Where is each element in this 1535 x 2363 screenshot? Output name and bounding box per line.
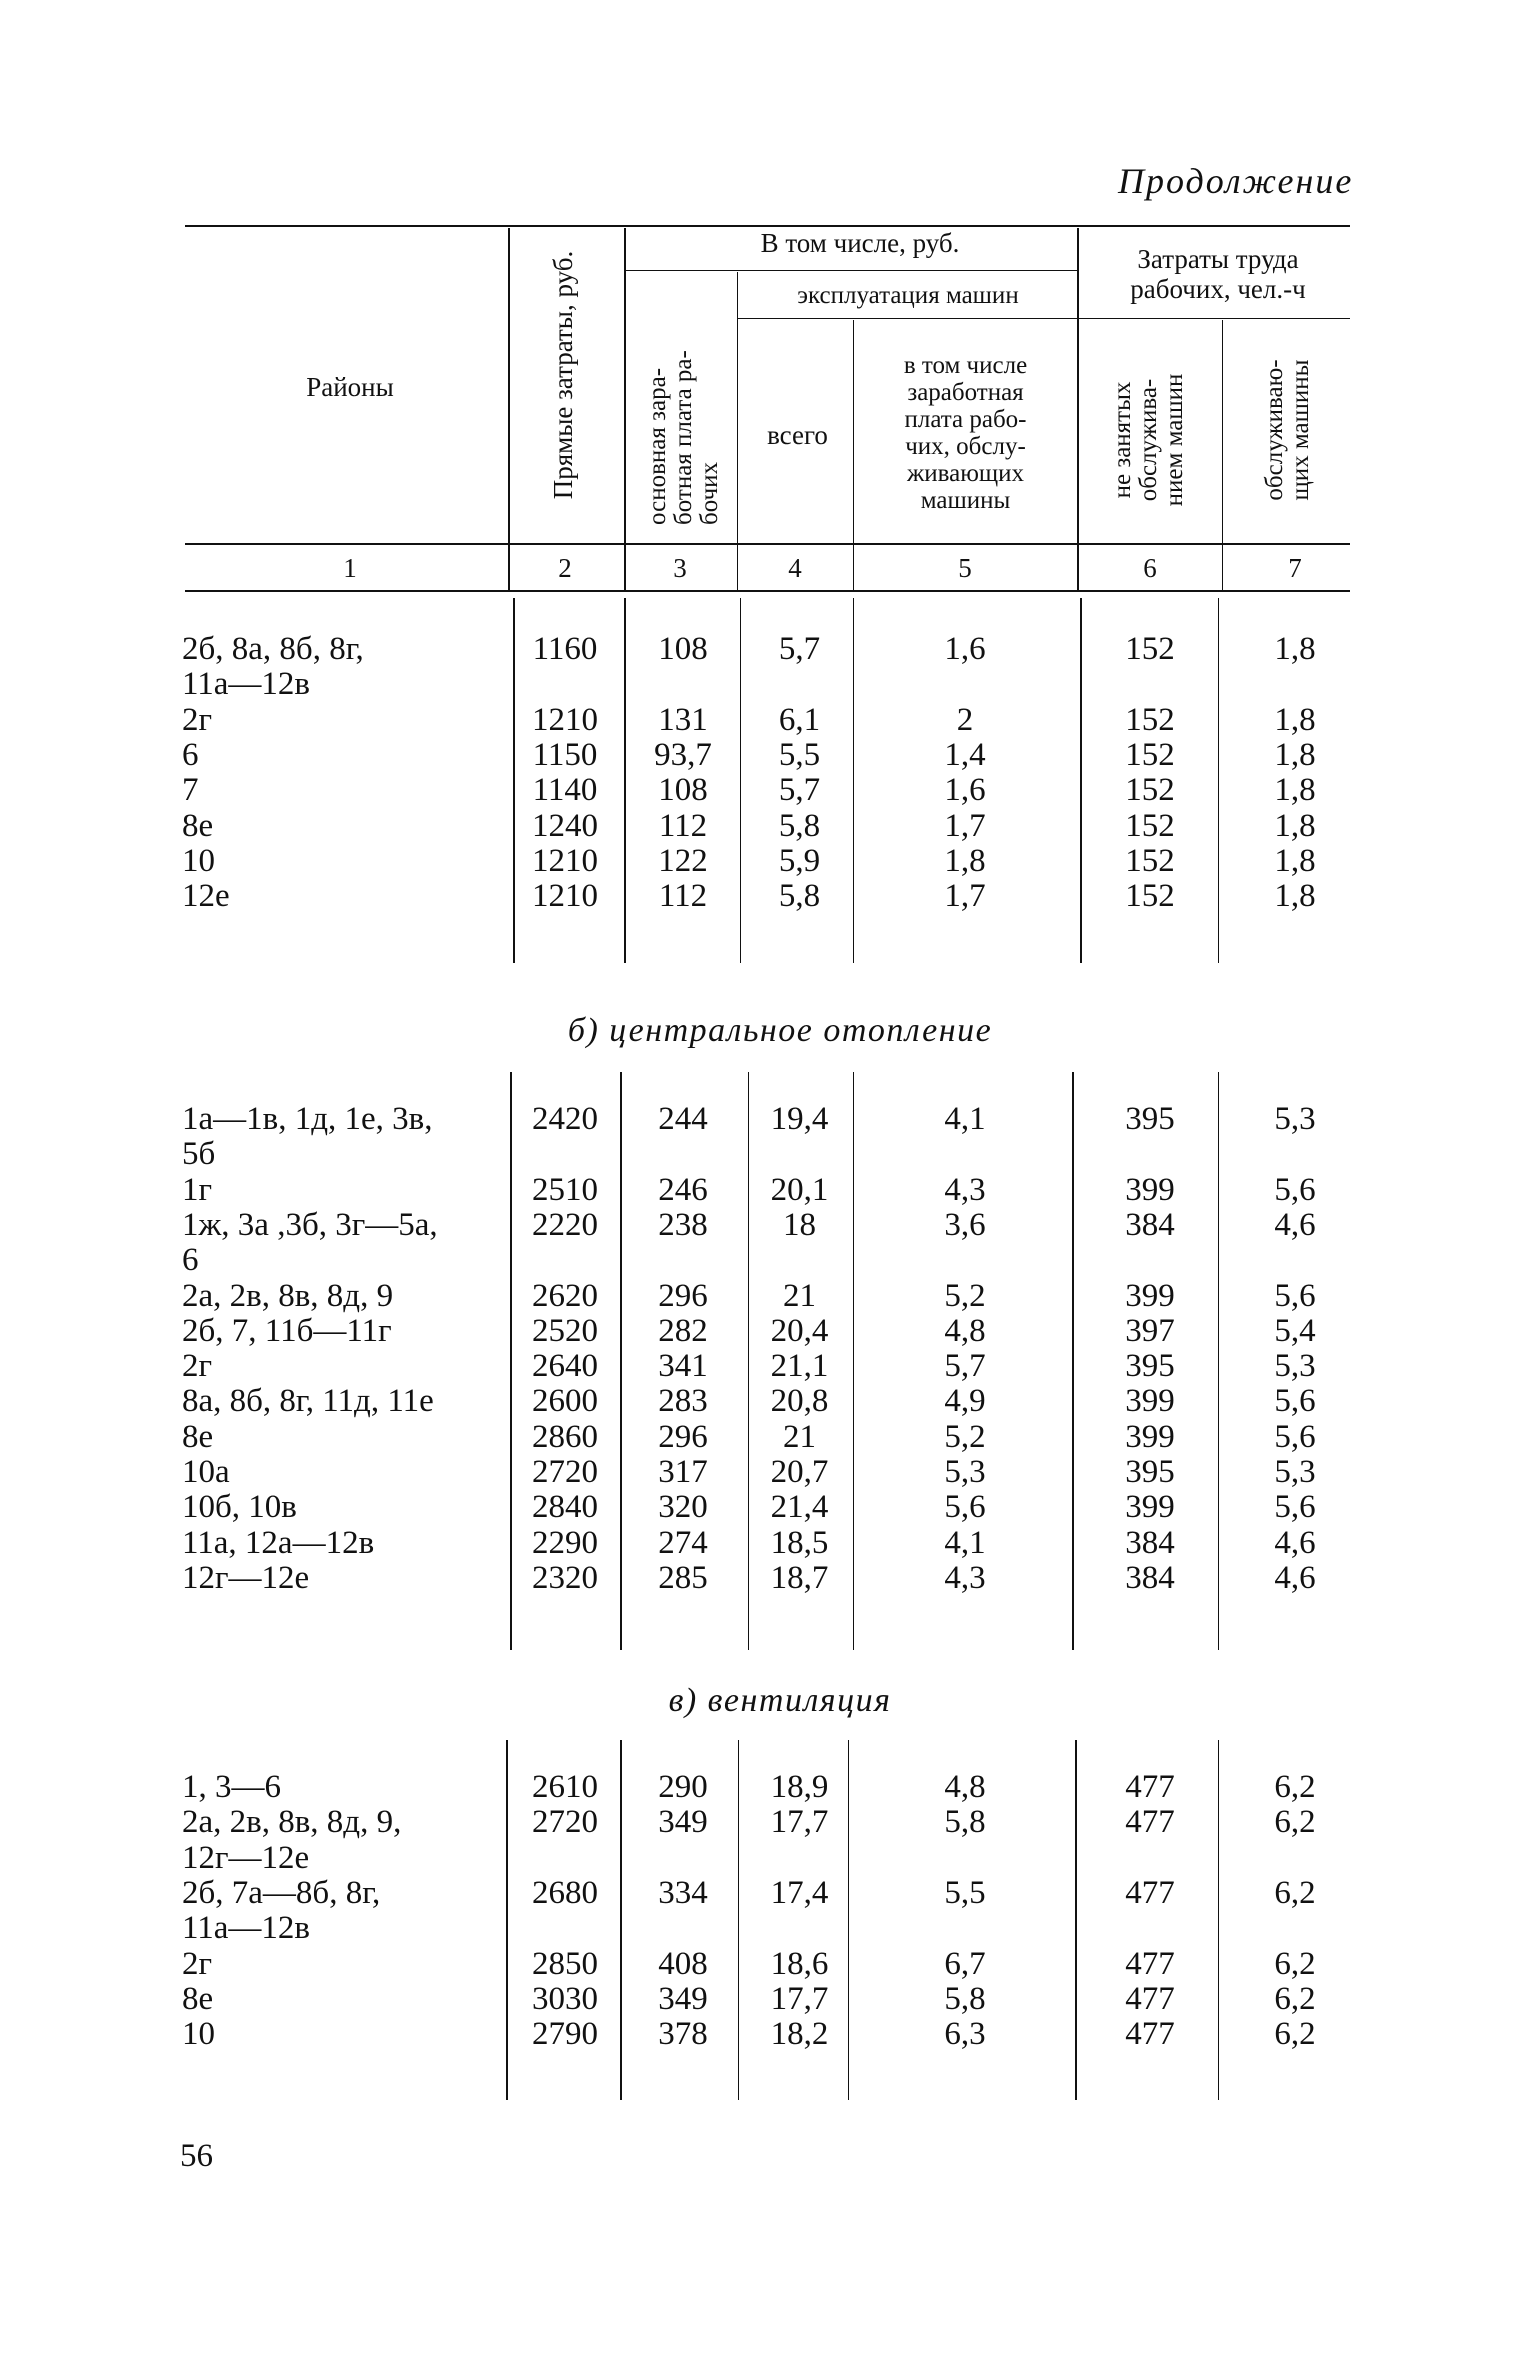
row-value-v5: 4,3 [944, 1172, 986, 1208]
section-title-ventilation: в) вентиляция [668, 1682, 892, 1719]
row-value-v3: 112 [658, 808, 708, 844]
row-value-v4: 17,4 [770, 1875, 829, 1911]
row-value-v5: 6,7 [944, 1946, 986, 1982]
row-value-v3: 283 [658, 1383, 708, 1419]
row-value-v3: 320 [658, 1489, 708, 1525]
header-vline-3 [737, 272, 738, 590]
row-district-name: 2а, 2в, 8в, 8д, 9, [182, 1804, 402, 1840]
row-value-v7: 5,3 [1274, 1454, 1316, 1490]
row-value-v3: 112 [658, 878, 708, 914]
row-value-v6: 152 [1125, 772, 1175, 808]
row-value-v6: 399 [1125, 1172, 1175, 1208]
row-value-v7: 1,8 [1274, 737, 1316, 773]
row-value-v3: 296 [658, 1278, 708, 1314]
header-vline-5 [1077, 228, 1079, 590]
sec-a-vline-4 [853, 598, 854, 963]
row-value-v3: 122 [658, 843, 708, 879]
row-value-v5: 4,8 [944, 1769, 986, 1805]
sec-b-vline-3 [748, 1072, 749, 1650]
row-district-name: 12г—12е [182, 1840, 310, 1876]
row-value-v6: 477 [1125, 1946, 1175, 1982]
row-value-v2: 1210 [532, 702, 598, 738]
col-number-7: 7 [1288, 553, 1302, 583]
row-district-name: 8е [182, 1419, 214, 1455]
section-title-central-heating: б) центральное отопление [567, 1012, 993, 1049]
row-value-v6: 477 [1125, 2016, 1175, 2052]
row-district-name: 11а, 12а—12в [182, 1525, 375, 1561]
row-value-v7: 5,6 [1274, 1419, 1316, 1455]
sec-a-vline-1 [513, 598, 515, 963]
row-value-v5: 5,2 [944, 1278, 986, 1314]
header-machine-operation: эксплуатация машин [797, 282, 1019, 309]
row-value-v4: 18,2 [770, 2016, 829, 2052]
row-value-v4: 18 [783, 1207, 816, 1243]
header-top-rule [185, 225, 1350, 227]
row-value-v3: 285 [658, 1560, 708, 1596]
row-value-v5: 5,6 [944, 1489, 986, 1525]
row-value-v4: 17,7 [770, 1804, 829, 1840]
header-labor-costs: Затраты труда рабочих, чел.-ч [1130, 244, 1306, 304]
row-value-v3: 246 [658, 1172, 708, 1208]
row-value-v6: 399 [1125, 1419, 1175, 1455]
row-value-v2: 2790 [532, 2016, 598, 2052]
row-value-v7: 1,8 [1274, 631, 1316, 667]
header-vline-1 [508, 228, 510, 590]
row-value-v7: 5,3 [1274, 1348, 1316, 1384]
row-value-v2: 2420 [532, 1101, 598, 1137]
row-district-name: 2г [182, 702, 213, 738]
row-district-name: 11а—12в [182, 1910, 311, 1946]
row-value-v5: 5,5 [944, 1875, 986, 1911]
col-number-4: 4 [788, 553, 802, 583]
row-value-v5: 4,1 [944, 1101, 986, 1137]
row-value-v5: 1,8 [944, 843, 986, 879]
sec-b-vline-5 [1072, 1072, 1074, 1650]
sec-c-vline-5 [1075, 1740, 1077, 2100]
row-value-v6: 152 [1125, 843, 1175, 879]
sec-b-vline-4 [853, 1072, 854, 1650]
row-value-v4: 21,4 [770, 1489, 829, 1525]
row-value-v3: 334 [658, 1875, 708, 1911]
header-vline-6 [1222, 320, 1223, 590]
row-value-v7: 4,6 [1274, 1560, 1316, 1596]
row-value-v3: 408 [658, 1946, 708, 1982]
row-value-v2: 1210 [532, 878, 598, 914]
row-value-v2: 2680 [532, 1875, 598, 1911]
row-value-v7: 5,6 [1274, 1489, 1316, 1525]
row-value-v5: 1,6 [944, 631, 986, 667]
sec-c-vline-2 [620, 1740, 622, 2100]
row-value-v3: 274 [658, 1525, 708, 1561]
row-value-v7: 6,2 [1274, 1804, 1316, 1840]
row-value-v6: 397 [1125, 1313, 1175, 1349]
row-value-v6: 384 [1125, 1525, 1175, 1561]
row-district-name: 12г—12е [182, 1560, 310, 1596]
row-value-v6: 399 [1125, 1383, 1175, 1419]
row-district-name: 2г [182, 1348, 213, 1384]
header-rule-including [624, 270, 1078, 271]
row-value-v7: 4,6 [1274, 1525, 1316, 1561]
row-value-v2: 2620 [532, 1278, 598, 1314]
header-bottom-rule [185, 543, 1350, 545]
row-value-v4: 18,9 [770, 1769, 829, 1805]
row-value-v4: 5,8 [778, 878, 821, 914]
row-value-v5: 1,7 [944, 878, 986, 914]
row-value-v6: 384 [1125, 1207, 1175, 1243]
row-value-v6: 395 [1125, 1101, 1175, 1137]
row-district-name: 10 [182, 2016, 215, 2052]
row-value-v6: 477 [1125, 1804, 1175, 1840]
row-value-v4: 5,7 [778, 772, 821, 808]
row-district-name: 2б, 7, 11б—11г [182, 1313, 392, 1349]
row-value-v7: 1,8 [1274, 808, 1316, 844]
row-value-v6: 152 [1125, 631, 1175, 667]
row-value-v7: 6,2 [1274, 1769, 1316, 1805]
row-value-v7: 1,8 [1274, 878, 1316, 914]
row-value-v6: 477 [1125, 1769, 1175, 1805]
row-value-v2: 1210 [532, 843, 598, 879]
row-district-name: 11а—12в [182, 666, 311, 702]
row-district-name: 10б, 10в [182, 1489, 297, 1525]
row-value-v5: 5,7 [944, 1348, 986, 1384]
row-value-v2: 2860 [532, 1419, 598, 1455]
row-value-v2: 2720 [532, 1454, 598, 1490]
row-value-v6: 399 [1125, 1278, 1175, 1314]
row-value-v3: 282 [658, 1313, 708, 1349]
continuation-label: Продолжение [1118, 161, 1354, 201]
header-total: всего [767, 420, 828, 450]
row-value-v4: 5,8 [778, 808, 821, 844]
row-value-v4: 21 [783, 1278, 816, 1314]
row-value-v6: 152 [1125, 737, 1175, 773]
row-value-v3: 244 [658, 1101, 708, 1137]
header-rule-machine [737, 318, 1078, 319]
row-value-v3: 108 [658, 631, 708, 667]
row-value-v4: 5,9 [778, 843, 821, 879]
row-value-v7: 5,4 [1274, 1313, 1316, 1349]
row-district-name: 2г [182, 1946, 213, 1982]
row-value-v4: 19,4 [770, 1101, 829, 1137]
row-value-v4: 5,5 [778, 737, 821, 773]
row-district-name: 7 [182, 772, 199, 808]
header-not-machine: не занятых обслужива- нием машин [1109, 373, 1188, 507]
row-value-v6: 152 [1125, 808, 1175, 844]
row-value-v4: 20,4 [770, 1313, 829, 1349]
row-value-v4: 21 [783, 1419, 816, 1455]
row-value-v2: 1160 [532, 631, 598, 667]
row-value-v3: 296 [658, 1419, 708, 1455]
row-value-v5: 5,8 [944, 1981, 986, 2017]
row-value-v4: 5,7 [778, 631, 821, 667]
col-number-1: 1 [343, 553, 357, 583]
sec-a-vline-3 [740, 598, 741, 963]
row-value-v2: 2610 [532, 1769, 598, 1805]
row-district-name: 12е [182, 878, 230, 914]
sec-b-vline-2 [620, 1072, 622, 1650]
row-value-v2: 2290 [532, 1525, 598, 1561]
row-district-name: 10а [182, 1454, 230, 1490]
row-district-name: 2б, 8а, 8б, 8г, [182, 631, 364, 667]
row-value-v7: 6,2 [1274, 1946, 1316, 1982]
row-value-v7: 5,6 [1274, 1383, 1316, 1419]
header-districts: Районы [306, 372, 394, 402]
sec-a-vline-6 [1218, 598, 1219, 963]
row-value-v7: 6,2 [1274, 2016, 1316, 2052]
row-district-name: 1, 3—6 [182, 1769, 281, 1805]
row-value-v3: 378 [658, 2016, 708, 2052]
header-vline-4 [853, 320, 854, 590]
sec-b-vline-1 [510, 1072, 512, 1650]
header-vline-2 [624, 228, 626, 590]
row-district-name: 5б [182, 1136, 216, 1172]
row-value-v7: 5,3 [1274, 1101, 1316, 1137]
row-district-name: 6 [182, 737, 199, 773]
row-value-v6: 395 [1125, 1454, 1175, 1490]
row-value-v2: 2220 [532, 1207, 598, 1243]
row-district-name: 1а—1в, 1д, 1е, 3в, [182, 1101, 433, 1137]
row-district-name: 6 [182, 1242, 199, 1278]
row-value-v5: 1,4 [944, 737, 986, 773]
row-district-name: 1г [182, 1172, 213, 1208]
header-including: В том числе, руб. [760, 228, 960, 258]
row-value-v6: 384 [1125, 1560, 1175, 1596]
row-value-v2: 1240 [532, 808, 598, 844]
row-value-v7: 5,6 [1274, 1172, 1316, 1208]
row-value-v2: 2600 [532, 1383, 598, 1419]
row-value-v4: 21,1 [770, 1348, 829, 1384]
row-value-v5: 4,8 [944, 1313, 986, 1349]
row-value-v4: 18,5 [770, 1525, 829, 1561]
row-value-v4: 17,7 [770, 1981, 829, 2017]
row-value-v2: 2320 [532, 1560, 598, 1596]
row-value-v2: 3030 [532, 1981, 598, 2017]
row-value-v3: 290 [658, 1769, 708, 1805]
row-value-v4: 18,7 [770, 1560, 829, 1596]
colnum-bottom-rule [185, 590, 1350, 592]
row-value-v5: 5,3 [944, 1454, 986, 1490]
row-value-v4: 6,1 [778, 702, 821, 738]
row-value-v3: 317 [658, 1454, 708, 1490]
col-number-2: 2 [558, 553, 572, 583]
row-value-v2: 2840 [532, 1489, 598, 1525]
row-value-v7: 6,2 [1274, 1981, 1316, 2017]
row-value-v3: 341 [658, 1348, 708, 1384]
col-number-3: 3 [673, 553, 687, 583]
sec-a-vline-5 [1080, 598, 1082, 963]
row-value-v3: 93,7 [654, 737, 712, 773]
sec-c-vline-1 [506, 1740, 508, 2100]
row-value-v6: 477 [1125, 1875, 1175, 1911]
row-value-v2: 1150 [532, 737, 598, 773]
row-value-v4: 20,1 [770, 1172, 829, 1208]
row-value-v5: 6,3 [944, 2016, 986, 2052]
row-value-v5: 2 [956, 702, 974, 738]
row-value-v5: 5,2 [944, 1419, 986, 1455]
row-value-v2: 1140 [532, 772, 598, 808]
row-district-name: 8е [182, 1981, 214, 2017]
row-value-v7: 1,8 [1274, 702, 1316, 738]
row-value-v7: 1,8 [1274, 843, 1316, 879]
sec-b-vline-6 [1218, 1072, 1219, 1650]
row-value-v5: 1,7 [944, 808, 986, 844]
row-value-v5: 4,1 [944, 1525, 986, 1561]
row-value-v5: 5,8 [944, 1804, 986, 1840]
header-rule-labor [1077, 318, 1350, 319]
row-district-name: 10 [182, 843, 215, 879]
row-district-name: 8а, 8б, 8г, 11д, 11е [182, 1383, 434, 1419]
row-value-v4: 18,6 [770, 1946, 829, 1982]
row-value-v3: 349 [658, 1804, 708, 1840]
header-base-wage: основная зара- ботная плата ра- бочих [644, 350, 723, 525]
row-value-v5: 4,9 [944, 1383, 986, 1419]
row-value-v7: 6,2 [1274, 1875, 1316, 1911]
row-value-v6: 152 [1125, 878, 1175, 914]
row-district-name: 2а, 2в, 8в, 8д, 9 [182, 1278, 394, 1314]
sec-c-vline-3 [738, 1740, 739, 2100]
row-value-v7: 1,8 [1274, 772, 1316, 808]
row-value-v2: 2520 [532, 1313, 598, 1349]
row-value-v3: 108 [658, 772, 708, 808]
row-district-name: 1ж, 3а ,3б, 3г—5а, [182, 1207, 438, 1243]
row-value-v7: 5,6 [1274, 1278, 1316, 1314]
header-machine-wage: в том числе заработная плата рабо- чих, обслу- живающих машины [903, 352, 1028, 514]
row-value-v5: 4,3 [944, 1560, 986, 1596]
row-value-v3: 238 [658, 1207, 708, 1243]
row-value-v7: 4,6 [1274, 1207, 1316, 1243]
row-value-v2: 2510 [532, 1172, 598, 1208]
row-value-v3: 349 [658, 1981, 708, 2017]
row-value-v5: 3,6 [944, 1207, 986, 1243]
page-number: 56 [180, 2138, 213, 2174]
row-value-v3: 131 [658, 702, 708, 738]
row-value-v4: 20,7 [770, 1454, 829, 1490]
row-value-v2: 2640 [532, 1348, 598, 1384]
header-machine-workers: обслуживаю- щих машины [1261, 359, 1314, 501]
row-value-v6: 477 [1125, 1981, 1175, 2017]
row-district-name: 8е [182, 808, 214, 844]
header-direct-costs: Прямые затраты, руб. [548, 250, 578, 500]
row-value-v2: 2720 [532, 1804, 598, 1840]
row-value-v6: 152 [1125, 702, 1175, 738]
row-value-v4: 20,8 [770, 1383, 829, 1419]
col-number-5: 5 [958, 553, 972, 583]
sec-c-vline-4 [848, 1740, 849, 2100]
row-value-v6: 395 [1125, 1348, 1175, 1384]
row-district-name: 2б, 7а—8б, 8г, [182, 1875, 381, 1911]
col-number-6: 6 [1143, 553, 1157, 583]
row-value-v5: 1,6 [944, 772, 986, 808]
row-value-v2: 2850 [532, 1946, 598, 1982]
row-value-v6: 399 [1125, 1489, 1175, 1525]
sec-c-vline-6 [1218, 1740, 1219, 2100]
sec-a-vline-2 [624, 598, 626, 963]
